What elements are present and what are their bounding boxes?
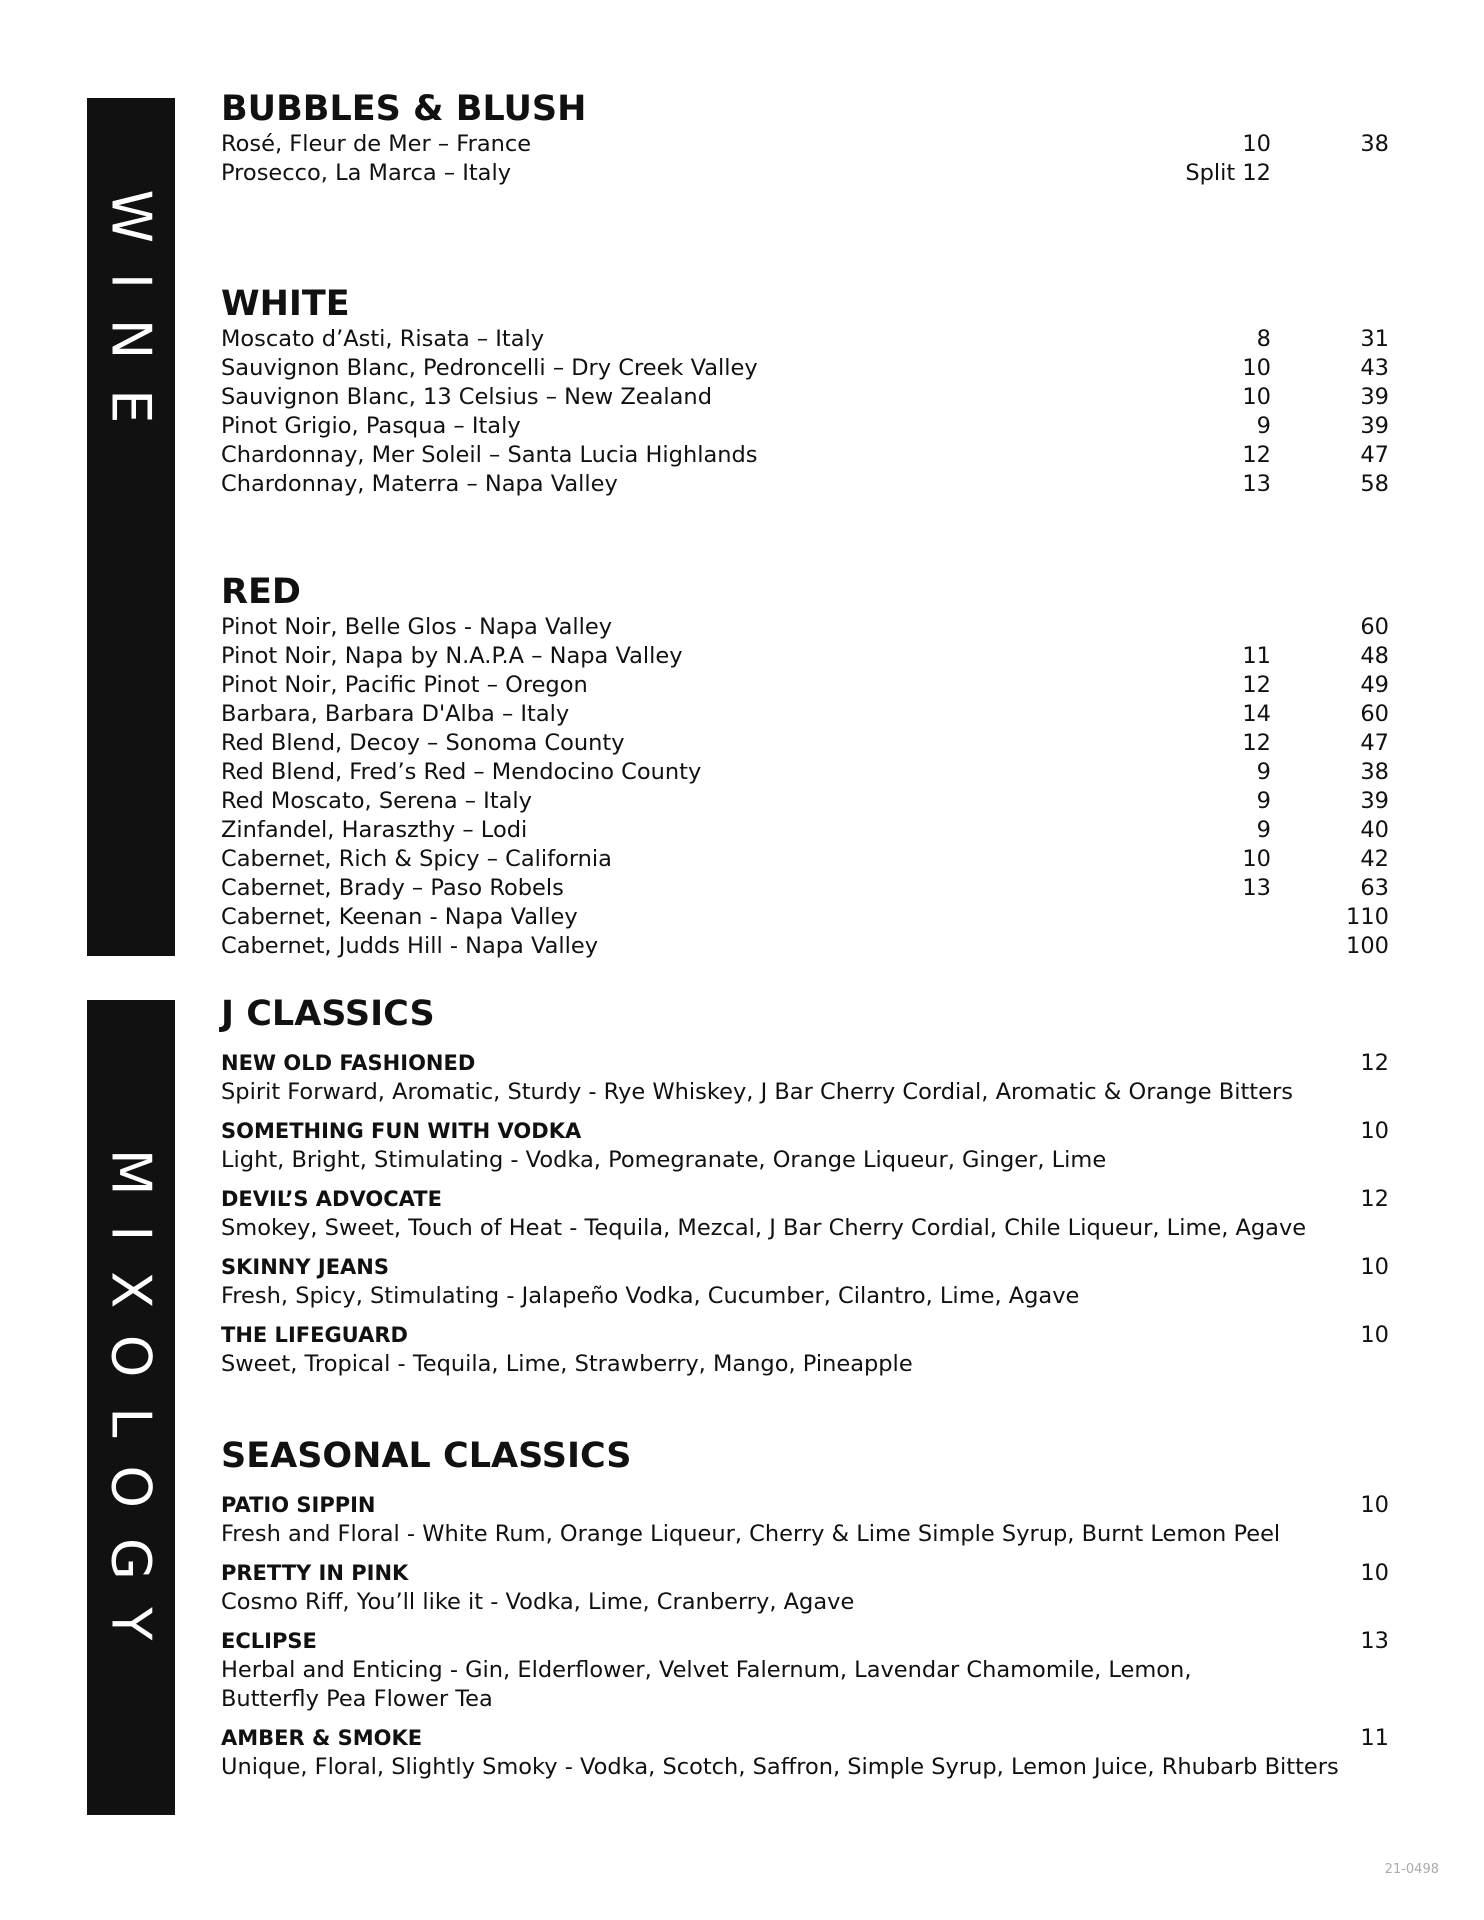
section-heading: J CLASSICS (221, 994, 435, 1034)
wine-name: Pinot Noir, Pacific Pinot – Oregon (221, 672, 588, 698)
wine-name: Pinot Grigio, Pasqua – Italy (221, 413, 521, 439)
cocktail-description: Fresh, Spicy, Stimulating - Jalapeño Vodka, Cucumber, Cilantro, Lime, Agave (221, 1283, 1080, 1309)
white-wine-section (221, 283, 1401, 499)
cocktail-name: PATIO SIPPIN (221, 1493, 376, 1517)
j-classics-section (221, 993, 1401, 1389)
cocktail-price: 12 (1360, 1186, 1389, 1212)
wine-list (221, 325, 1401, 499)
glass-price: 10 (1242, 355, 1271, 381)
wine-list (221, 130, 1401, 188)
wine-name: Chardonnay, Mer Soleil – Santa Lucia Highlands (221, 442, 758, 468)
wine-name: Zinfandel, Haraszthy – Lodi (221, 817, 528, 843)
wine-row (221, 932, 1401, 961)
wine-name: Pinot Noir, Napa by N.A.P.A – Napa Valley (221, 643, 683, 669)
bottle-price: 39 (1360, 413, 1389, 439)
cocktail-item (221, 1491, 1401, 1549)
cocktail-name: AMBER & SMOKE (221, 1726, 423, 1750)
wine-row (221, 383, 1401, 412)
cocktail-item (221, 1321, 1401, 1379)
wine-row (221, 130, 1401, 159)
cocktail-price: 10 (1360, 1254, 1389, 1280)
bubbles-blush-section (221, 88, 1401, 188)
cocktail-price: 10 (1360, 1560, 1389, 1586)
bottle-price: 31 (1360, 326, 1389, 352)
wine-name: Red Blend, Decoy – Sonoma County (221, 730, 625, 756)
wine-row (221, 642, 1401, 671)
cocktail-price: 10 (1360, 1118, 1389, 1144)
red-wine-section (221, 571, 1401, 961)
bottle-price: 48 (1360, 643, 1389, 669)
bottle-price: 63 (1360, 875, 1389, 901)
wine-name: Pinot Noir, Belle Glos - Napa Valley (221, 614, 613, 640)
seasonal-classics-section (221, 1435, 1401, 1792)
wine-row (221, 700, 1401, 729)
cocktail-item (221, 1627, 1401, 1714)
wine-row (221, 758, 1401, 787)
section-heading: BUBBLES & BLUSH (221, 89, 587, 129)
glass-price: 8 (1256, 326, 1271, 352)
cocktail-description: Fresh and Floral - White Rum, Orange Liqueur, Cherry & Lime Simple Syrup, Burnt Lemon Peel (221, 1521, 1281, 1547)
cocktail-description: Light, Bright, Stimulating - Vodka, Pomegranate, Orange Liqueur, Ginger, Lime (221, 1147, 1107, 1173)
bottle-price: 39 (1360, 384, 1389, 410)
section-heading: SEASONAL CLASSICS (221, 1436, 632, 1476)
cocktail-name: NEW OLD FASHIONED (221, 1051, 476, 1075)
cocktail-price: 12 (1360, 1050, 1389, 1076)
cocktail-list (221, 1491, 1401, 1782)
wine-name: Barbara, Barbara D'Alba – Italy (221, 701, 570, 727)
glass-price: 10 (1242, 384, 1271, 410)
wine-row (221, 412, 1401, 441)
cocktail-item (221, 1253, 1401, 1311)
bottle-price: 40 (1360, 817, 1389, 843)
cocktail-item (221, 1185, 1401, 1243)
wine-name: Moscato d’Asti, Risata – Italy (221, 326, 545, 352)
glass-price: 12 (1242, 730, 1271, 756)
cocktail-description: Smokey, Sweet, Touch of Heat - Tequila, Mezcal, J Bar Cherry Cordial, Chile Liqueur, Lime, Agave (221, 1215, 1307, 1241)
cocktail-name: SKINNY JEANS (221, 1255, 389, 1279)
bottle-price: 39 (1360, 788, 1389, 814)
wine-name: Chardonnay, Materra – Napa Valley (221, 471, 618, 497)
bottle-price: 110 (1346, 904, 1389, 930)
section-heading: WHITE (221, 284, 350, 324)
bottle-price: 47 (1360, 442, 1389, 468)
cocktail-name: PRETTY IN PINK (221, 1561, 409, 1585)
wine-row (221, 903, 1401, 932)
wine-name: Prosecco, La Marca – Italy (221, 160, 512, 186)
cocktail-description: Herbal and Enticing - Gin, Elderflower, Velvet Falernum, Lavendar Chamomile, Lemon, Butterfly Pea Flower Tea (221, 1657, 1192, 1712)
bottle-price: 60 (1360, 614, 1389, 640)
cocktail-price: 11 (1360, 1725, 1389, 1751)
cocktail-item (221, 1559, 1401, 1617)
cocktail-item (221, 1724, 1401, 1782)
cocktail-name: DEVIL’S ADVOCATE (221, 1187, 442, 1211)
glass-price: 9 (1256, 788, 1271, 814)
cocktail-list (221, 1049, 1401, 1379)
cocktail-name: THE LIFEGUARD (221, 1323, 408, 1347)
glass-price: 12 (1242, 672, 1271, 698)
wine-list (221, 613, 1401, 961)
glass-price: 13 (1242, 471, 1271, 497)
wine-row (221, 441, 1401, 470)
wine-name: Cabernet, Rich & Spicy – California (221, 846, 612, 872)
cocktail-item (221, 1049, 1401, 1107)
wine-row (221, 816, 1401, 845)
mixology-sidebar-label: MIXOLOGY (99, 1148, 163, 1671)
bottle-price: 42 (1360, 846, 1389, 872)
wine-row (221, 354, 1401, 383)
bottle-price: 58 (1360, 471, 1389, 497)
wine-row (221, 470, 1401, 499)
document-code: 21-0498 (1384, 1862, 1439, 1877)
wine-name: Red Moscato, Serena – Italy (221, 788, 532, 814)
bottle-price: 100 (1346, 933, 1389, 959)
wine-name: Sauvignon Blanc, Pedroncelli – Dry Creek Valley (221, 355, 758, 381)
wine-name: Sauvignon Blanc, 13 Celsius – New Zealand (221, 384, 712, 410)
glass-price: 11 (1242, 643, 1271, 669)
cocktail-description: Spirit Forward, Aromatic, Sturdy - Rye Whiskey, J Bar Cherry Cordial, Aromatic & Orange Bitters (221, 1079, 1293, 1105)
cocktail-name: ECLIPSE (221, 1629, 317, 1653)
glass-price: 10 (1242, 131, 1271, 157)
bottle-price: 38 (1360, 759, 1389, 785)
wine-row (221, 787, 1401, 816)
glass-price: 10 (1242, 846, 1271, 872)
glass-price: 9 (1256, 759, 1271, 785)
section-heading: RED (221, 572, 301, 612)
glass-price: 9 (1256, 413, 1271, 439)
bottle-price: 49 (1360, 672, 1389, 698)
cocktail-name: SOMETHING FUN WITH VODKA (221, 1119, 582, 1143)
cocktail-item (221, 1117, 1401, 1175)
glass-price: Split 12 (1185, 160, 1271, 186)
cocktail-description: Unique, Floral, Slightly Smoky - Vodka, Scotch, Saffron, Simple Syrup, Lemon Juice, Rhubarb Bitters (221, 1754, 1339, 1780)
wine-row (221, 613, 1401, 642)
glass-price: 12 (1242, 442, 1271, 468)
wine-sidebar-bar (87, 98, 175, 956)
bottle-price: 60 (1360, 701, 1389, 727)
wine-row (221, 845, 1401, 874)
cocktail-description: Cosmo Riff, You’ll like it - Vodka, Lime, Cranberry, Agave (221, 1589, 855, 1615)
glass-price: 9 (1256, 817, 1271, 843)
cocktail-price: 13 (1360, 1628, 1389, 1654)
wine-row (221, 159, 1401, 188)
bottle-price: 43 (1360, 355, 1389, 381)
wine-sidebar-label: WINE (99, 189, 163, 454)
glass-price: 13 (1242, 875, 1271, 901)
wine-name: Cabernet, Brady – Paso Robels (221, 875, 564, 901)
wine-row (221, 874, 1401, 903)
cocktail-price: 10 (1360, 1492, 1389, 1518)
wine-name: Cabernet, Keenan - Napa Valley (221, 904, 578, 930)
cocktail-description: Sweet, Tropical - Tequila, Lime, Strawberry, Mango, Pineapple (221, 1351, 913, 1377)
bottle-price: 38 (1360, 131, 1389, 157)
mixology-sidebar-bar (87, 1000, 175, 1815)
wine-name: Red Blend, Fred’s Red – Mendocino County (221, 759, 702, 785)
wine-row (221, 671, 1401, 700)
glass-price: 14 (1242, 701, 1271, 727)
bottle-price: 47 (1360, 730, 1389, 756)
wine-row (221, 729, 1401, 758)
wine-name: Rosé, Fleur de Mer – France (221, 131, 532, 157)
wine-row (221, 325, 1401, 354)
cocktail-price: 10 (1360, 1322, 1389, 1348)
wine-name: Cabernet, Judds Hill - Napa Valley (221, 933, 599, 959)
